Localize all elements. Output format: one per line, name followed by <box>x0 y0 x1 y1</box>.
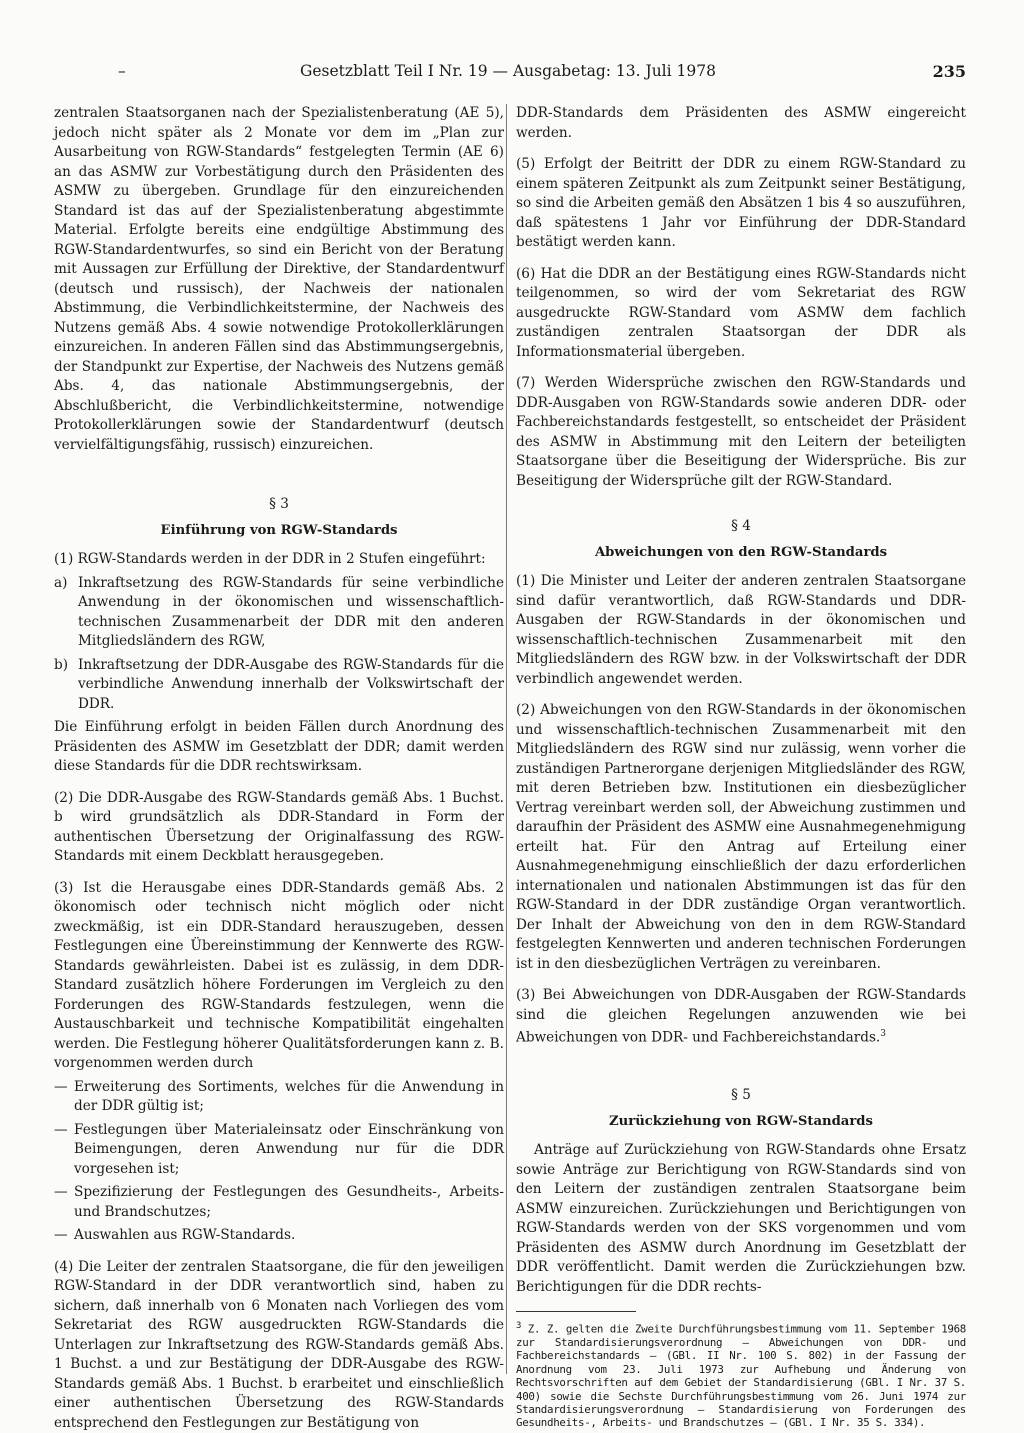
section-3-para-3: (3) Ist die Herausgabe eines DDR-Standards gemäß Abs. 2 ökonomisch oder technisch nicht möglich oder nicht zweckmäßig, ist ein DDR-Standard herauszugeben, dessen Festlegungen eine Übereinstimmung der Kennwerte des RGW-Standards gewährleisten. Dabei ist es zulässig, in dem DDR-Standard zusätzlich höhere Forderungen im Vergleich zu den Forderungen des RGW-Standards festzulegen, wenn die Austauschbarkeit und technische Kompatibilität eingehalten werden. Die Festlegung höherer Qualitätsforderungen kann z. B. vorgenommen werden durch <box>54 879 504 1074</box>
section-3-para-5: (5) Erfolgt der Beitritt der DDR zu einem RGW-Standard zu einem späteren Zeitpunkt als zum Zeitpunkt seiner Bestätigung, so sind die Arbeiten gemäß den Absätzen 1 bis 4 so auszuführen, daß spätestens 1 Jahr vor Einführung der DDR-Standard bestätigt werden kann. <box>516 155 966 253</box>
section-4-para-1: (1) Die Minister und Leiter der anderen zentralen Staatsorgane sind dafür verantwortlich, daß RGW-Standards und DDR-Ausgaben der RGW-Standards in der ökonomischen und wissenschaftlich-technischen Zusammenarbeit mit den Mitgliedsländern des RGW bzw. in der Volkswirtschaft der DDR verbindlich angewendet werden. <box>516 572 966 689</box>
dash-item-2-label: — <box>54 1121 74 1180</box>
list-item-a <box>54 574 504 652</box>
footnote-mark: 3 <box>516 1321 521 1331</box>
footnote <box>516 1320 966 1430</box>
dash-item-3-label: — <box>54 1183 74 1222</box>
section-3-para-2: (2) Die DDR-Ausgabe des RGW-Standards gemäß Abs. 1 Buchst. b wird grundsätzlich als DDR-Standard in Form der authentischen Übersetzung der Originalfassung des RGW-Standards mit einem Deckblatt herausgegeben. <box>54 789 504 867</box>
section-3-para-1-end: Die Einführung erfolgt in beiden Fällen durch Anordnung des Präsidenten des ASMW im Gesetzblatt der DDR; damit werden diese Standards für die DDR rechtswirksam. <box>54 718 504 777</box>
list-item-b-label: b) <box>54 656 78 715</box>
dash-item-1 <box>54 1078 504 1117</box>
column-divider <box>506 104 507 1374</box>
dash-item-1-text: Erweiterung des Sortiments, welches für die Anwendung in der DDR gültig ist; <box>74 1078 504 1117</box>
section-3-para-7: (7) Werden Widersprüche zwischen den RGW-Standards und DDR-Ausgaben von RGW-Standards sowie anderen DDR- oder Fachbereichstandards festgestellt, so entscheidet der Präsident des ASMW in Abstimmung mit den Leitern der beteiligten Staatsorgane über die Beseitigung der Widersprüche. Bis zur Beseitigung der Widersprüche gilt der RGW-Standard. <box>516 374 966 491</box>
section-4-para-3-text: (3) Bei Abweichungen von DDR-Ausgaben der RGW-Standards sind die gleichen Regelungen anzuwenden wie bei Abweichungen von DDR- und Fachbereichstandards. <box>516 987 966 1046</box>
dash-item-4 <box>54 1226 504 1246</box>
dash-item-3 <box>54 1183 504 1222</box>
section-4-title: Abweichungen von den RGW-Standards <box>516 543 966 563</box>
dash-item-2 <box>54 1121 504 1180</box>
section-3-para-1: (1) RGW-Standards werden in der DDR in 2 Stufen eingeführt: <box>54 550 504 570</box>
footnote-reference: 3 <box>880 1029 886 1039</box>
dash-item-3-text: Spezifizierung der Festlegungen des Gesundheits-, Arbeits- und Brandschutzes; <box>74 1183 504 1222</box>
header-dash: – <box>118 62 126 80</box>
footnote-rule <box>516 1311 636 1312</box>
continuation-paragraph: DDR-Standards dem Präsidenten des ASMW eingereicht werden. <box>516 104 966 143</box>
intro-paragraph: zentralen Staatsorganen nach der Spezialistenberatung (AE 5), jedoch nicht später als 2 Monate vor dem im „Plan zur Ausarbeitung von RGW-Standards“ festgelegten Termin (AE 6) an das ASMW zur Vorbestätigung durch den Präsidenten des ASMW zu übergeben. Grundlage für den einzureichenden Standard ist das auf der Spezialistenberatung abgestimmte Material. Erfolgte bereits eine endgültige Abstimmung des RGW-Standardentwurfes, so sind ein Bericht von der Beratung mit Aussagen zur Erfüllung der Direktive, der Standardentwurf (deutsch und russisch), der Nachweis der nationalen Abstimmung, die Verbindlichkeitstermine, der Nachweis des Nutzens gemäß Abs. 4 sowie notwendige Protokollerklärungen einzureichen. In anderen Fällen sind das Abstimmungsergebnis, der Standpunkt zur Expertise, der Nachweis des Nutzens gemäß Abs. 4, das nationale Abstimmungsergebnis, der Abschlußbericht, die Verbindlichkeitstermine, notwendige Protokollerklärungen sowie der Standardentwurf (deutsch vervielfältigungsfähig, russisch) einzureichen. <box>54 104 504 455</box>
section-3-para-6: (6) Hat die DDR an der Bestätigung eines RGW-Standards nicht teilgenommen, so wird der vom Sekretariat des RGW ausgedruckte RGW-Standard vom ASMW dem fachlich zuständigen zentralen Staatsorgan der DDR als Informationsmaterial übergeben. <box>516 265 966 363</box>
section-3-number: § 3 <box>54 495 504 515</box>
footnote-text: Z. Z. gelten die Zweite Durchführungsbestimmung vom 11. September 1968 zur Standardisierungsverordnung — Abweichungen von DDR- und Fachbereichstandards — (GBl. II Nr. 100 S. 802) in der Fassung der Anordnung vom 23. Juli 1973 zur Aufhebung und Änderung von Rechtsvorschriften auf dem Gebiet der Standardisierung (GBl. I Nr. 37 S. 400) sowie die Sechste Durchführungsbestimmung vom 26. Juni 1974 zur Standardisierungsverordnung — Standardisierung von Forderungen des Gesundheits-, Arbeits- und Brandschutzes — (GBl. I Nr. 35 S. 334). <box>516 1323 966 1430</box>
left-column <box>54 104 504 1433</box>
page-header <box>50 62 966 84</box>
dash-item-4-label: — <box>54 1226 74 1246</box>
list-item-b-text: Inkraftsetzung der DDR-Ausgabe des RGW-Standards für die verbindliche Anwendung innerhalb der Volkswirtschaft der DDR. <box>78 656 504 715</box>
section-5-title: Zurückziehung von RGW-Standards <box>516 1112 966 1132</box>
list-item-a-label: a) <box>54 574 78 652</box>
section-5-para-1: Anträge auf Zurückziehung von RGW-Standards ohne Ersatz sowie Anträge zur Berichtigung von RGW-Standards sind von den Leitern der zuständigen zentralen Staatsorgane beim ASMW einzureichen. Zurückziehungen und Berichtigungen von RGW-Standards werden von der SKS vorgenommen und vom Präsidenten des ASMW durch Anordnung im Gesetzblatt der DDR veröffentlicht. Damit werden die Zurückziehungen bzw. Berichtigungen für die DDR rechts- <box>516 1141 966 1297</box>
dash-item-2-text: Festlegungen über Materialeinsatz oder Einschränkung von Beimengungen, deren Anwendung nur für die DDR vorgesehen ist; <box>74 1121 504 1180</box>
dash-item-1-label: — <box>54 1078 74 1117</box>
section-3-title: Einführung von RGW-Standards <box>54 521 504 541</box>
right-column <box>516 104 966 1430</box>
list-item-a-text: Inkraftsetzung des RGW-Standards für seine verbindliche Anwendung in der ökonomischen und wissenschaftlich-technischen Zusammenarbeit der DDR mit den anderen Mitgliedsländern des RGW, <box>78 574 504 652</box>
section-4-number: § 4 <box>516 517 966 537</box>
page-number: 235 <box>933 62 966 81</box>
section-5-number: § 5 <box>516 1086 966 1106</box>
dash-item-4-text: Auswahlen aus RGW-Standards. <box>74 1226 504 1246</box>
section-4-para-3 <box>516 986 966 1048</box>
header-title: Gesetzblatt Teil I Nr. 19 — Ausgabetag: 13. Juli 1978 <box>50 62 966 80</box>
list-item-b <box>54 656 504 715</box>
section-3-para-4: (4) Die Leiter der zentralen Staatsorgane, die für den jeweiligen RGW-Standard in der DDR verantwortlich sind, haben zu sichern, daß innerhalb von 6 Monaten nach Vorliegen des vom Sekretariat des RGW ausgedruckten RGW-Standards die Unterlagen zur Inkraftsetzung des RGW-Standards gemäß Abs. 1 Buchst. a und zur Bestätigung der DDR-Ausgabe des RGW-Standards gemäß Abs. 1 Buchst. b erarbeitet und einschließlich einer authentischen Übersetzung des RGW-Standards entsprechend den Festlegungen zur Bestätigung von <box>54 1258 504 1433</box>
section-4-para-2: (2) Abweichungen von den RGW-Standards in der ökonomischen und wissenschaftlich-technischen Zusammenarbeit mit den Mitgliedsländern des RGW sind nur zulässig, wenn vorher die zuständigen Partnerorgane derjenigen Mitgliedsländer des RGW, mit deren Betrieben bzw. Institutionen ein diesbezüglicher Vertrag vereinbart werden soll, der Abweichung zustimmen und daraufhin der Präsident des ASMW eine Ausnahmegenehmigung erteilt hat. Für den Antrag auf Erteilung einer Ausnahmegenehmigung einschließlich der dazu erforderlichen internationalen und nationalen Abstimmungen ist das für den RGW-Standard in der DDR zuständige Organ verantwortlich. Der Inhalt der Abweichung von den in dem RGW-Standard festgelegten Kennwerten und anderen technischen Forderungen ist in den diesbezüglichen Verträgen zu vereinbaren. <box>516 701 966 974</box>
